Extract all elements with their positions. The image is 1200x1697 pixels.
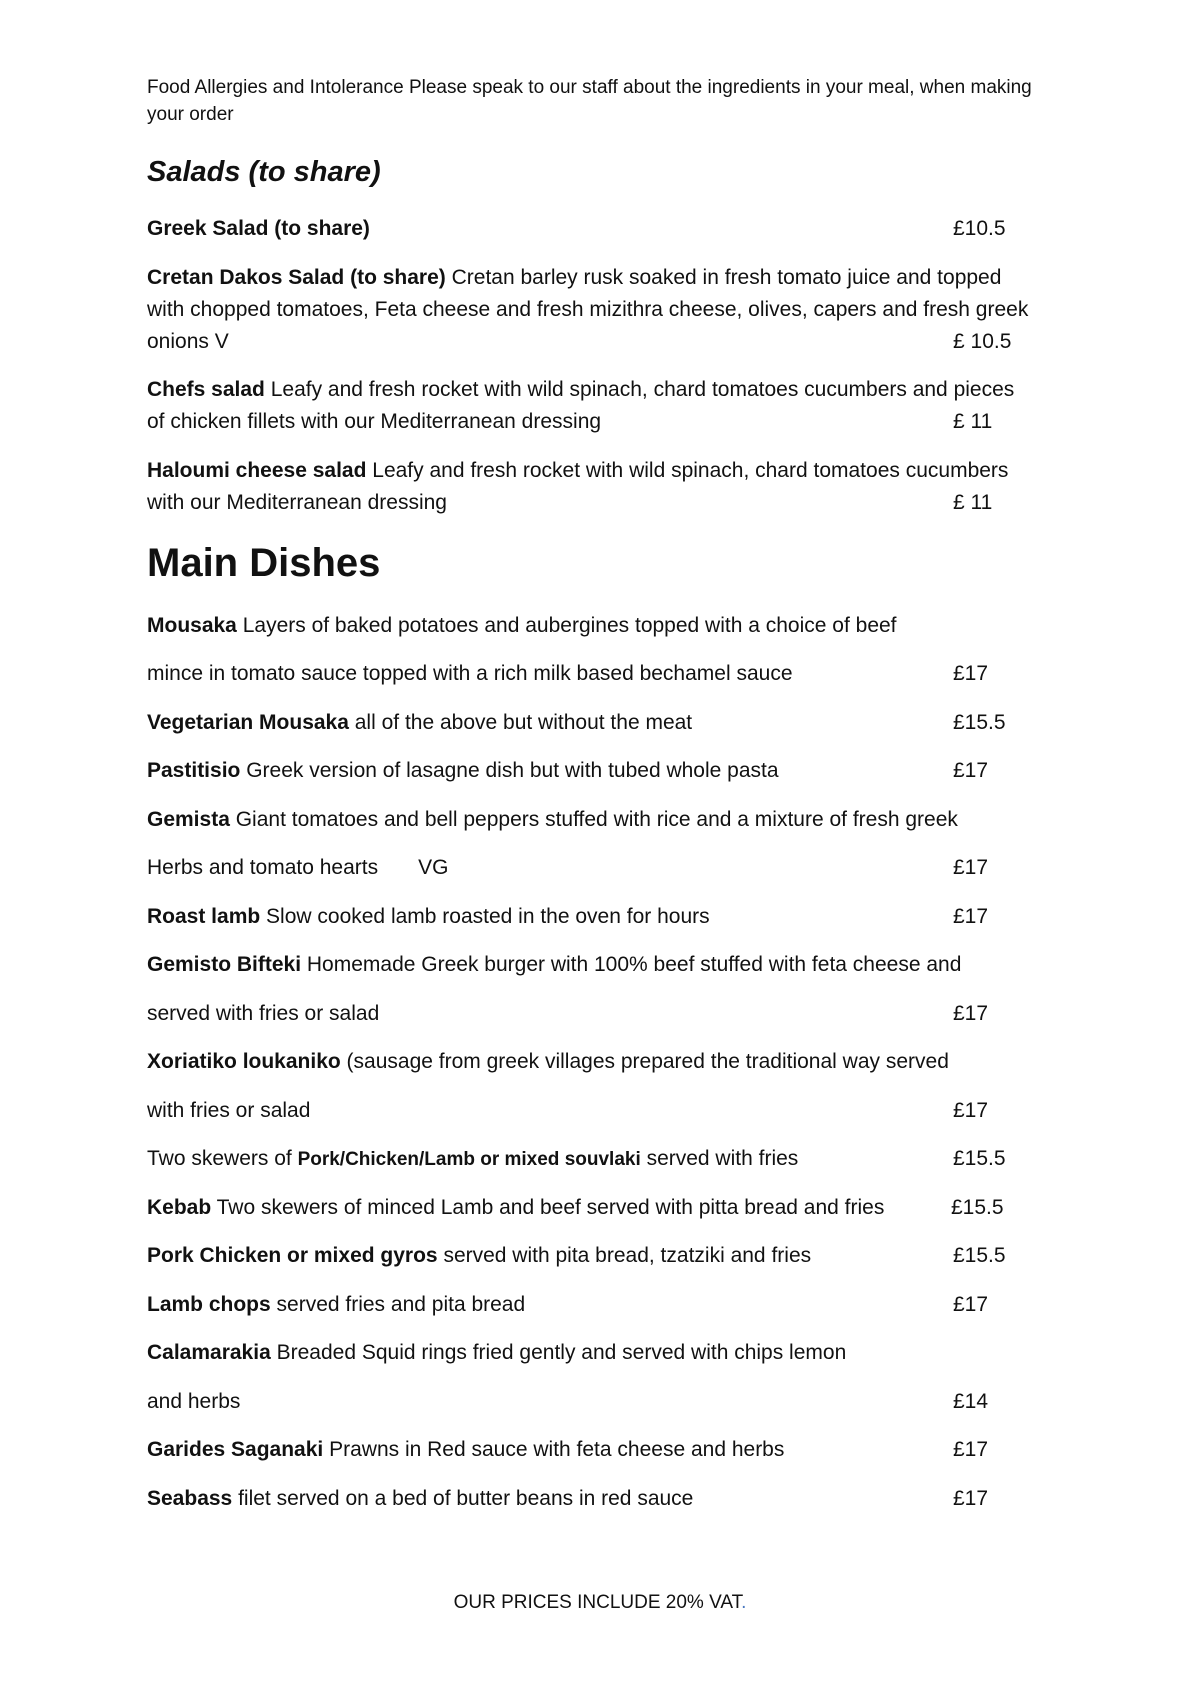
item-name: Gemista bbox=[147, 808, 230, 831]
item-description: Leafy and fresh rocket with wild spinach, chard tomatoes cucumbers and pieces bbox=[264, 378, 1015, 401]
menu-item-cretan-dakos bbox=[147, 263, 1070, 293]
item-description: Prawns in Red sauce with feta cheese and herbs bbox=[323, 1438, 785, 1461]
item-name: Vegetarian Mousaka bbox=[147, 711, 349, 734]
menu-item-pastitisio bbox=[147, 756, 1070, 786]
item-name: Chefs salad bbox=[147, 378, 265, 401]
item-price: £17 bbox=[953, 856, 989, 879]
item-price: £10.5 bbox=[953, 217, 1006, 240]
menu-item-garides-saganaki bbox=[147, 1435, 1070, 1465]
menu-item-calamarakia-line2 bbox=[147, 1387, 1070, 1417]
item-name: Pastitisio bbox=[147, 759, 241, 782]
item-description: Giant tomatoes and bell peppers stuffed with rice and a mixture of fresh greek bbox=[229, 808, 958, 831]
item-description: with chopped tomatoes, Feta cheese and fresh mizithra cheese, olives, capers and fresh greek bbox=[147, 298, 1029, 321]
item-description: with our Mediterranean dressing bbox=[147, 491, 447, 514]
menu-item-vegetarian-mousaka bbox=[147, 708, 1070, 738]
item-name: Greek Salad (to share) bbox=[147, 217, 370, 240]
menu-item-souvlaki bbox=[147, 1144, 1070, 1175]
item-description: served with fries bbox=[640, 1147, 799, 1170]
item-price: £17 bbox=[953, 759, 989, 782]
menu-item-calamarakia bbox=[147, 1338, 1070, 1368]
item-description: Layers of baked potatoes and aubergines topped with a choice of beef bbox=[236, 614, 897, 637]
menu-item-greek-salad bbox=[147, 214, 1070, 244]
menu-item-roast-lamb bbox=[147, 902, 1070, 932]
menu-item-mousaka bbox=[147, 611, 1070, 641]
menu-item-gemisto-bifteki bbox=[147, 950, 1070, 980]
item-description: served fries and pita bread bbox=[270, 1293, 526, 1316]
item-price: £15.5 bbox=[953, 711, 1006, 734]
item-name: Garides Saganaki bbox=[147, 1438, 324, 1461]
menu-item-chefs-salad-line2 bbox=[147, 407, 1070, 437]
item-price: £17 bbox=[953, 1487, 989, 1510]
item-price: £17 bbox=[953, 1099, 989, 1122]
item-price: £17 bbox=[953, 1293, 989, 1316]
item-name: Mousaka bbox=[147, 614, 237, 637]
item-name: Roast lamb bbox=[147, 905, 261, 928]
item-name: Lamb chops bbox=[147, 1293, 271, 1316]
menu-item-haloumi-salad bbox=[147, 456, 1070, 486]
menu-item-chefs-salad bbox=[147, 375, 1070, 405]
item-description: Breaded Squid rings fried gently and served with chips lemon bbox=[270, 1341, 847, 1364]
menu-item-gemista-line2 bbox=[147, 853, 1070, 883]
menu-item-gyros bbox=[147, 1241, 1070, 1271]
menu-item-cretan-dakos-line2 bbox=[147, 295, 1070, 325]
menu-item-seabass bbox=[147, 1484, 1070, 1514]
item-name: Haloumi cheese salad bbox=[147, 459, 367, 482]
footer-dot: . bbox=[741, 1592, 747, 1613]
item-description: filet served on a bed of butter beans in red sauce bbox=[232, 1487, 694, 1510]
menu-item-gemista bbox=[147, 805, 1070, 835]
menu-item-xoriatiko-loukaniko bbox=[147, 1047, 1070, 1077]
salads-section-title: Salads (to share) bbox=[147, 156, 381, 188]
menu-item-lamb-chops bbox=[147, 1290, 1070, 1320]
item-description: Herbs and tomato hearts bbox=[147, 856, 379, 879]
item-price: £15.5 bbox=[953, 1147, 1006, 1170]
vat-footer bbox=[0, 1592, 1200, 1614]
menu-item-mousaka-line2 bbox=[147, 659, 1070, 689]
item-description: onions V bbox=[147, 330, 229, 353]
item-price: £ 10.5 bbox=[953, 330, 1012, 353]
item-description: served with pita bread, tzatziki and fries bbox=[437, 1244, 812, 1267]
item-price: £15.5 bbox=[953, 1244, 1006, 1267]
vegan-tag: VG bbox=[418, 856, 449, 879]
item-description: with fries or salad bbox=[147, 1099, 311, 1122]
item-price: £17 bbox=[953, 1002, 989, 1025]
item-name: Xoriatiko loukaniko bbox=[147, 1050, 341, 1073]
item-name: Calamarakia bbox=[147, 1341, 271, 1364]
item-price: £17 bbox=[953, 662, 989, 685]
item-name: Pork Chicken or mixed gyros bbox=[147, 1244, 438, 1267]
item-price: £15.5 bbox=[951, 1196, 1004, 1219]
item-prefix: Two skewers of bbox=[147, 1147, 298, 1170]
item-price: £ 11 bbox=[953, 410, 993, 433]
item-price: £ 11 bbox=[953, 491, 993, 514]
footer-text: OUR PRICES INCLUDE 20% VAT bbox=[453, 1592, 742, 1613]
item-price: £17 bbox=[953, 905, 989, 928]
item-name: Pork/Chicken/Lamb or mixed souvlaki bbox=[297, 1149, 641, 1170]
main-dishes-title: Main Dishes bbox=[147, 541, 381, 585]
item-name: Kebab bbox=[147, 1196, 212, 1219]
item-price: £17 bbox=[953, 1438, 989, 1461]
menu-item-haloumi-salad-line2 bbox=[147, 488, 1070, 518]
item-description: Homemade Greek burger with 100% beef stuffed with feta cheese and bbox=[301, 953, 962, 976]
item-description: Greek version of lasagne dish but with tubed whole pasta bbox=[240, 759, 779, 782]
allergy-notice: Food Allergies and Intolerance Please speak to our staff about the ingredients in your meal, when making your order bbox=[147, 77, 1032, 125]
item-description: of chicken fillets with our Mediterranean dressing bbox=[147, 410, 602, 433]
menu-item-gemisto-bifteki-line2 bbox=[147, 999, 1070, 1029]
item-description: Slow cooked lamb roasted in the oven for hours bbox=[260, 905, 710, 928]
item-description: mince in tomato sauce topped with a rich milk based bechamel sauce bbox=[147, 662, 793, 685]
item-description: Two skewers of minced Lamb and beef served with pitta bread and fries bbox=[211, 1196, 885, 1219]
item-description: served with fries or salad bbox=[147, 1002, 380, 1025]
item-description: Cretan barley rusk soaked in fresh tomato juice and topped bbox=[445, 266, 1002, 289]
menu-item-xoriatiko-loukaniko-line2 bbox=[147, 1096, 1070, 1126]
menu-item-kebab bbox=[147, 1193, 1070, 1223]
item-name: Gemisto Bifteki bbox=[147, 953, 302, 976]
item-description: (sausage from greek villages prepared the traditional way served bbox=[340, 1050, 949, 1073]
item-price: £14 bbox=[953, 1390, 989, 1413]
item-description: all of the above but without the meat bbox=[348, 711, 693, 734]
item-name: Seabass bbox=[147, 1487, 233, 1510]
menu-item-cretan-dakos-line3 bbox=[147, 327, 1070, 357]
item-name: Cretan Dakos Salad (to share) bbox=[147, 266, 446, 289]
item-description: Leafy and fresh rocket with wild spinach, chard tomatoes cucumbers bbox=[366, 459, 1009, 482]
item-description: and herbs bbox=[147, 1390, 241, 1413]
